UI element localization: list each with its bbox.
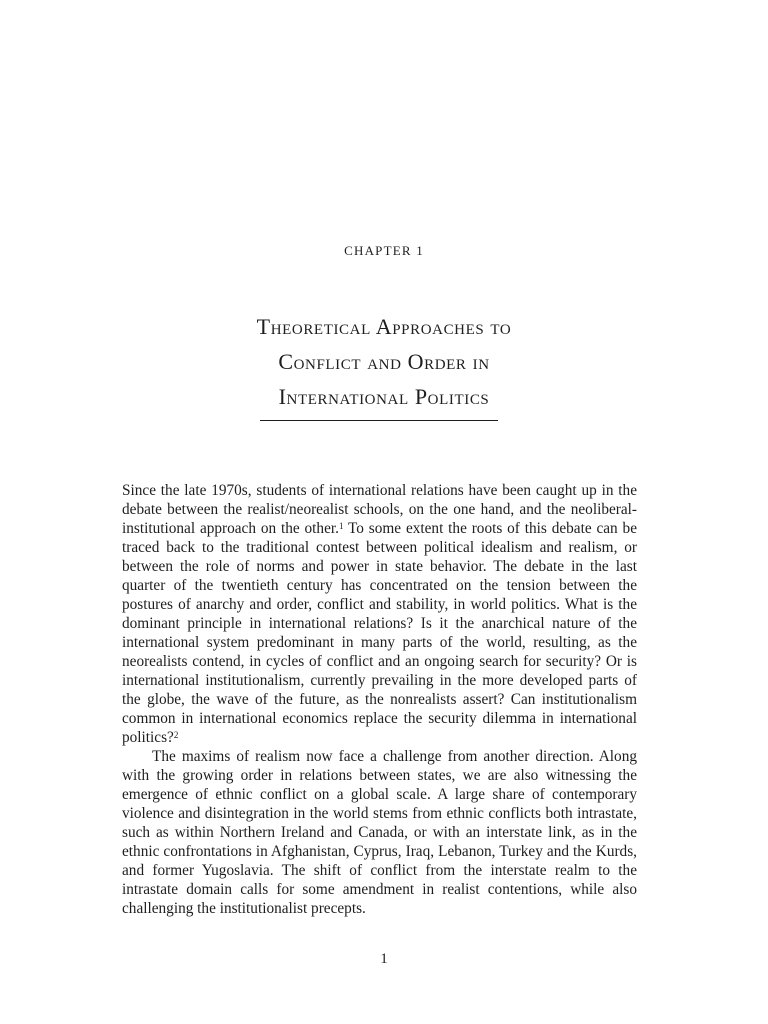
title-divider: [260, 420, 498, 421]
footnote-ref-2[interactable]: 2: [173, 730, 179, 740]
chapter-title-line-3: International Politics: [278, 384, 490, 409]
chapter-title-line-1: Theoretical Approaches to: [256, 314, 512, 339]
paragraph-1-text-b: To some extent the roots of this debate can be traced back to the traditional contest between political idealism and realism, or between the role of norms and power in state behavior. The debate in the last quarter of the twentieth century has concentrated on the tension between the postures of anarchy and order, conflict and stability, in world politics. What is the dominant principle in international relations? Is it the anarchical nature of the international system predominant in many parts of the world, resulting, as the neorealists contend, in cycles of conflict and an ongoing search for security? Or is international institutionalism, currently prevailing in the more developed parts of the globe, the wave of the future, as the nonrealists assert? Can institutionalism common in international economics replace the security dilemma in international politics?: [122, 520, 637, 746]
paragraph-1: [122, 481, 637, 747]
footnote-ref-1[interactable]: 1: [338, 521, 344, 531]
chapter-label: CHAPTER 1: [344, 243, 424, 258]
page-number: 1: [380, 951, 388, 967]
chapter-title-line-2: Conflict and Order in: [278, 349, 490, 374]
chapter-title: [0, 309, 768, 414]
chapter-body: [122, 481, 637, 918]
paragraph-2: The maxims of realism now face a challenge from another direction. Along with the growing order in relations between states, we are also witnessing the emergence of ethnic conflict on a global scale. A large share of contemporary violence and disintegration in the world stems from ethnic conflicts both intrastate, such as within Northern Ireland and Canada, or with an interstate link, as in the ethnic confrontations in Afghanistan, Cyprus, Iraq, Lebanon, Turkey and the Kurds, and former Yugoslavia. The shift of conflict from the interstate realm to the intrastate domain calls for some amendment in realist contentions, while also challenging the institutionalist precepts.: [122, 748, 637, 917]
paragraph-1-text-a: Since the late 1970s, students of international relations have been caught up in the debate between the realist/neorealist schools, on the one hand, and the neoliberal-institutional approach on the other.: [122, 482, 637, 537]
